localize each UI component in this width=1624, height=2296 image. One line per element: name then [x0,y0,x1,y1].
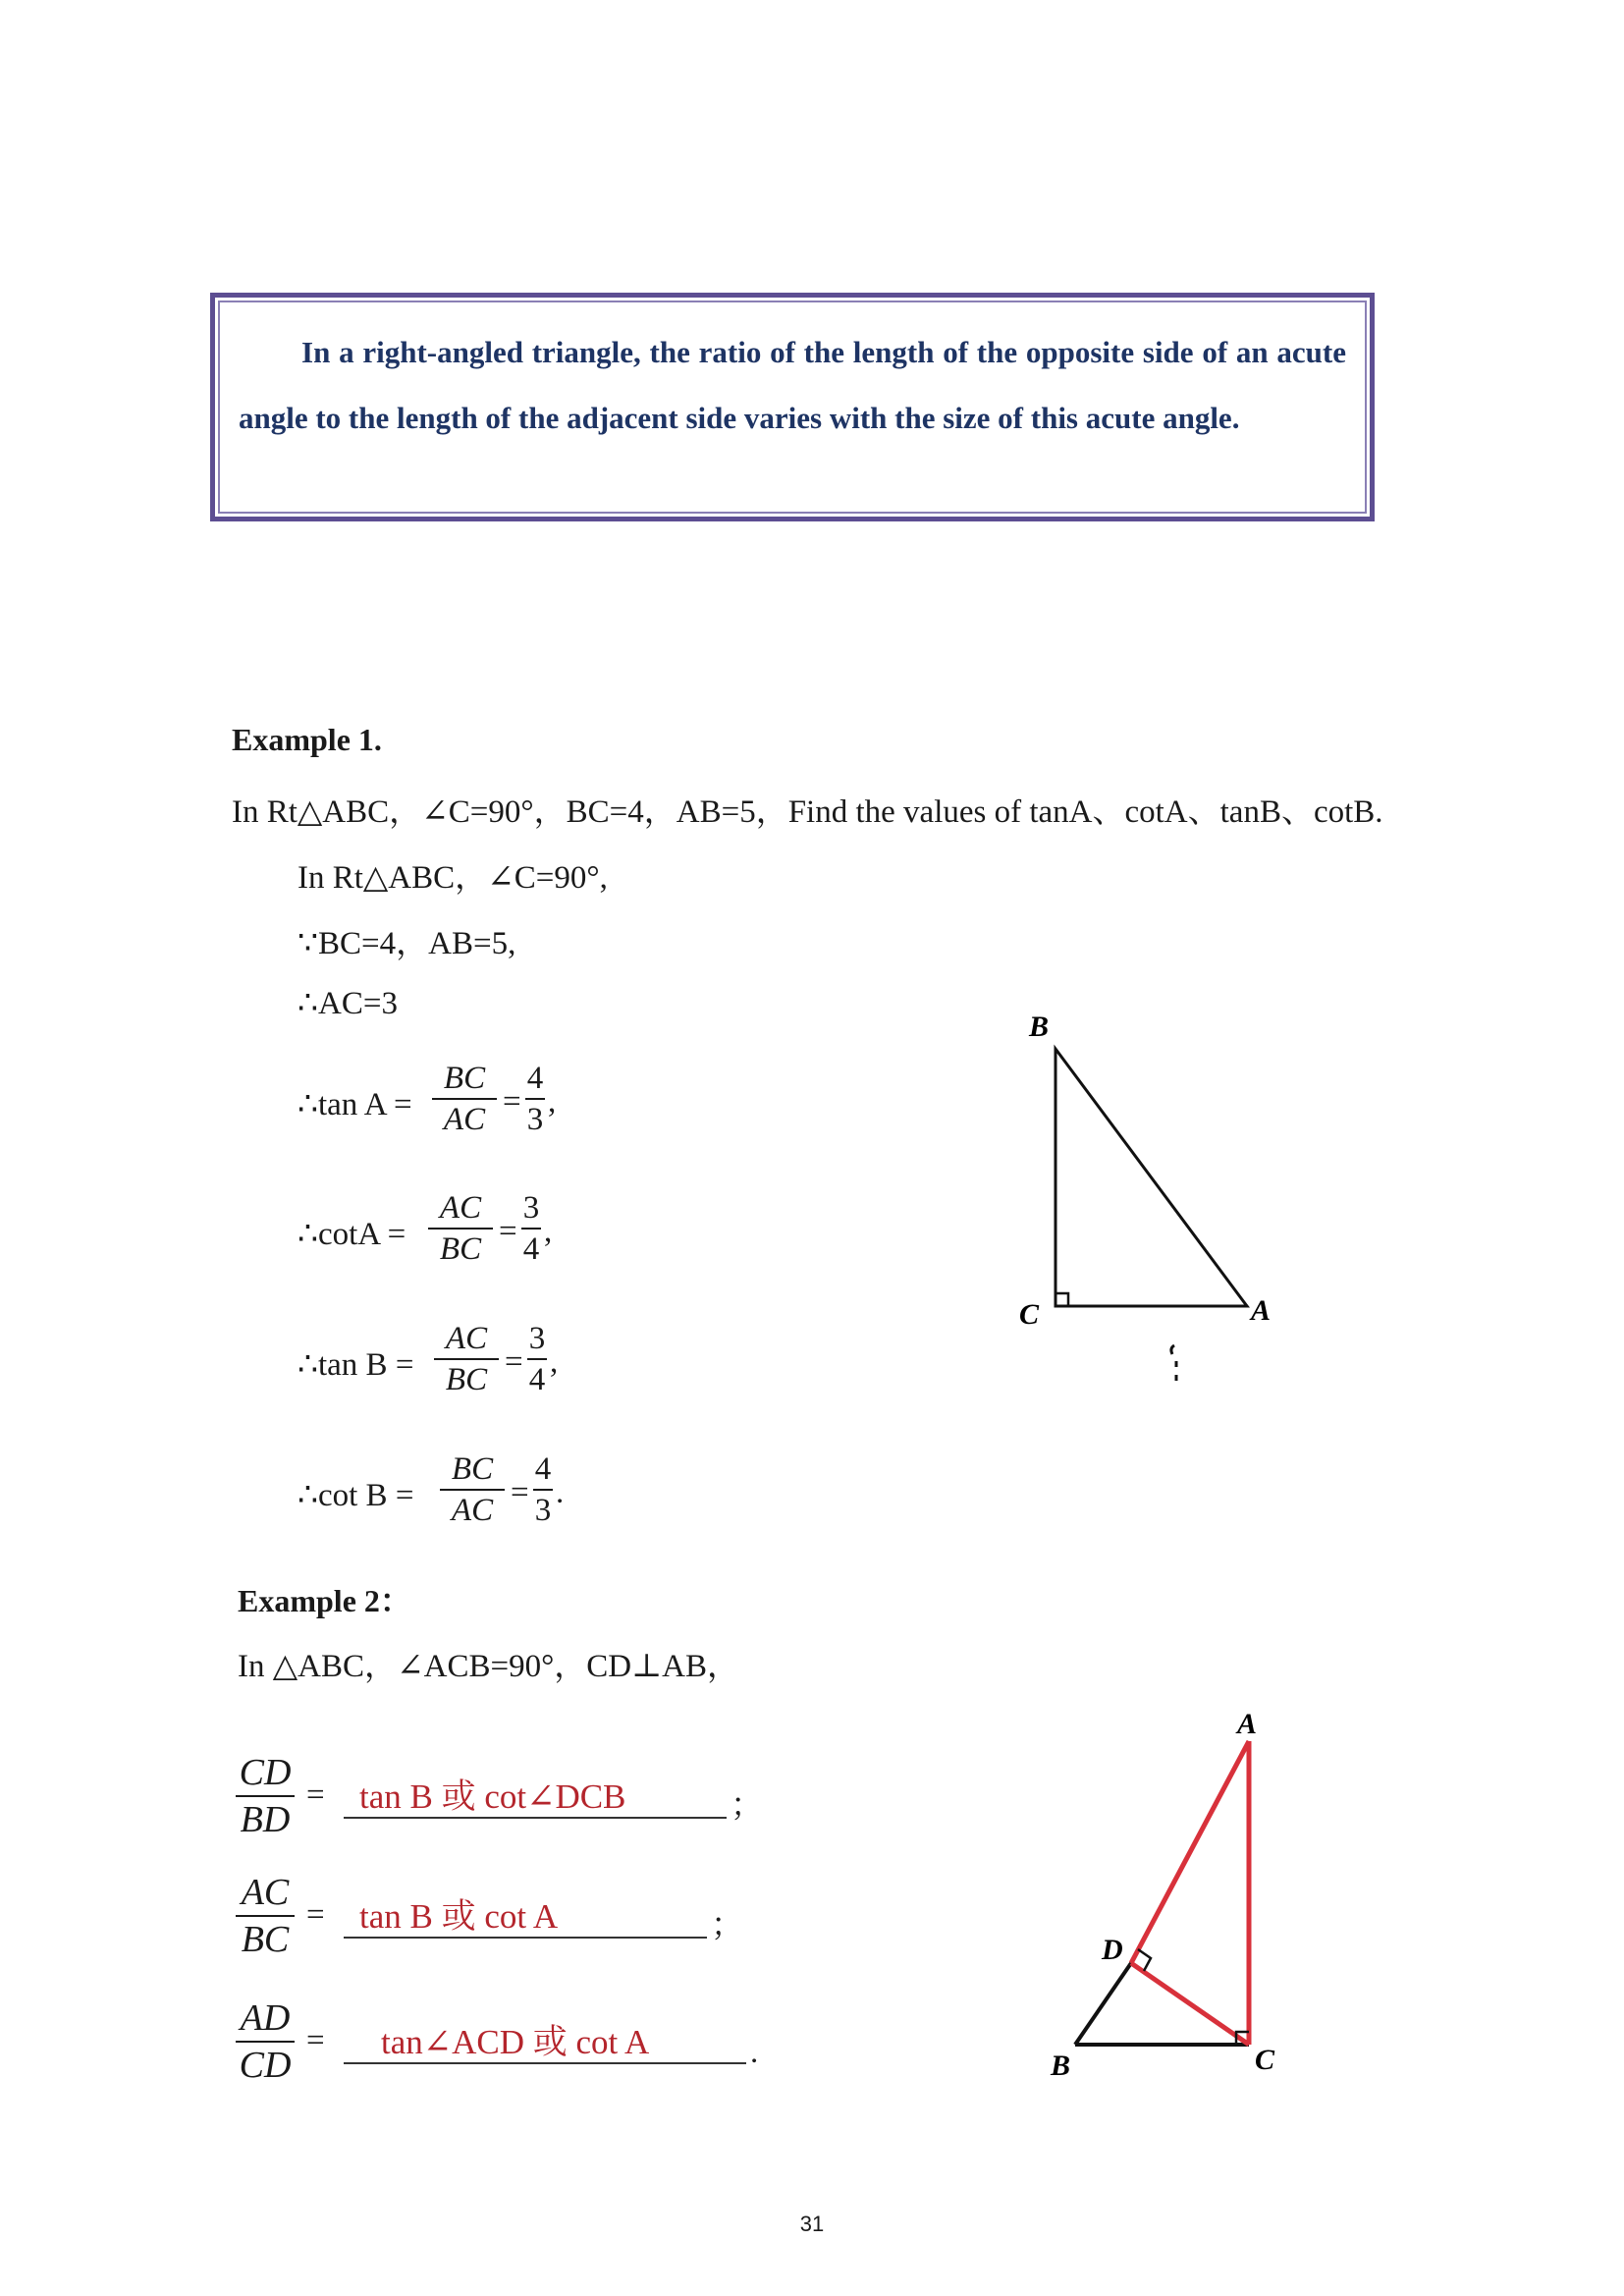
denominator: 3 [526,1102,544,1137]
denominator: CD [239,2045,292,2086]
fraction-value [527,1319,547,1399]
equals-sign: = [306,2023,325,2058]
answer-text: tan B 或 cot A [359,1897,559,1936]
vertex-label-c: C [1019,1298,1040,1331]
stray-mark [1171,1345,1176,1381]
denominator: AC [443,1102,486,1137]
equals-sign: = [511,1475,529,1510]
solution-line-3: ∴AC=3 [298,986,398,1021]
vertex-label-a: A [1251,1294,1272,1327]
numerator: BC [451,1451,494,1487]
punctuation: . [556,1475,565,1510]
altitude-triangle-diagram [1041,1714,1296,2087]
punctuation: ； [711,1908,743,1943]
denominator: BC [241,1919,290,1960]
denominator: 4 [528,1362,546,1397]
vertex-label-c: C [1255,2044,1275,2076]
vertex-label-b: B [1051,2050,1071,2082]
numerator: AD [240,1997,291,2039]
punctuation: . [750,2035,759,2070]
equals-sign: = [505,1344,523,1380]
punctuation: , [544,1214,553,1249]
vertex-label-b: B [1029,1011,1050,1043]
equation-prefix: ∴cot B = [298,1478,414,1513]
fraction-ratio [432,1059,497,1139]
punctuation: , [550,1344,559,1380]
solution-line-2: ∵BC=4，AB=5, [298,926,516,961]
equals-sign: = [306,1777,325,1813]
denominator: BC [439,1231,482,1267]
right-triangle-diagram [1001,1011,1296,1404]
definition-box [210,293,1375,521]
example2-problem: In △ABC，∠ACB=90°，CD⊥AB， [238,1649,740,1684]
denominator: 3 [534,1493,552,1528]
numerator: 4 [534,1451,552,1487]
fraction-value [521,1188,541,1269]
definition-text: In a right-angled triangle, the ratio of the length of the opposite side of an acute angle to the length of the adjacent side varies with the size of this acute angle. [239,335,1346,435]
denominator: AC [451,1493,494,1528]
numerator: 3 [522,1190,540,1226]
solution-line-1: In Rt△ABC，∠C=90°, [298,860,608,896]
equation-prefix: ∴tan A = [298,1087,412,1122]
vertex-label-a: A [1237,1714,1258,1740]
denominator: BC [445,1362,488,1397]
denominator: 4 [522,1231,540,1267]
fraction-ratio [236,1870,295,1962]
numerator: BC [443,1061,486,1096]
answer-text: tan B 或 cot∠DCB [359,1777,626,1816]
example1-problem: In Rt△ABC，∠C=90°，BC=4，AB=5，Find the values of tanA、cotA、tanB、cotB. [232,794,1383,830]
fraction-ratio [428,1188,493,1269]
fraction-ratio [236,1750,295,1842]
fraction-value [525,1059,545,1139]
equals-sign: = [306,1897,325,1933]
triangle-abc [1056,1049,1247,1306]
numerator: CD [239,1752,292,1793]
vertex-label-d: D [1102,1934,1123,1966]
fraction-ratio [236,1995,295,2088]
example2-heading: Example 2： [238,1583,411,1618]
right-angle-mark [1056,1293,1068,1306]
numerator: AC [439,1190,482,1226]
answer-text: tan∠ACD 或 cot A [381,2023,650,2061]
equation-prefix: ∴cotA = [298,1217,406,1252]
example1-heading: Example 1. [232,722,382,757]
numerator: AC [241,1872,290,1913]
equals-sign: = [503,1084,521,1120]
equals-sign: = [499,1214,517,1249]
segment-ad [1131,1741,1249,1963]
fraction-ratio [434,1319,499,1399]
numerator: AC [445,1321,488,1356]
punctuation: , [548,1084,557,1120]
altitude-cd [1131,1963,1249,2045]
punctuation: ； [731,1788,763,1824]
numerator: 4 [526,1061,544,1096]
equation-prefix: ∴tan B = [298,1347,414,1383]
segment-bd [1075,1963,1131,2045]
fraction-ratio [440,1449,505,1530]
numerator: 3 [528,1321,546,1356]
fraction-value [533,1449,553,1530]
page-number: 31 [799,2212,825,2236]
denominator: BD [240,1799,291,1840]
